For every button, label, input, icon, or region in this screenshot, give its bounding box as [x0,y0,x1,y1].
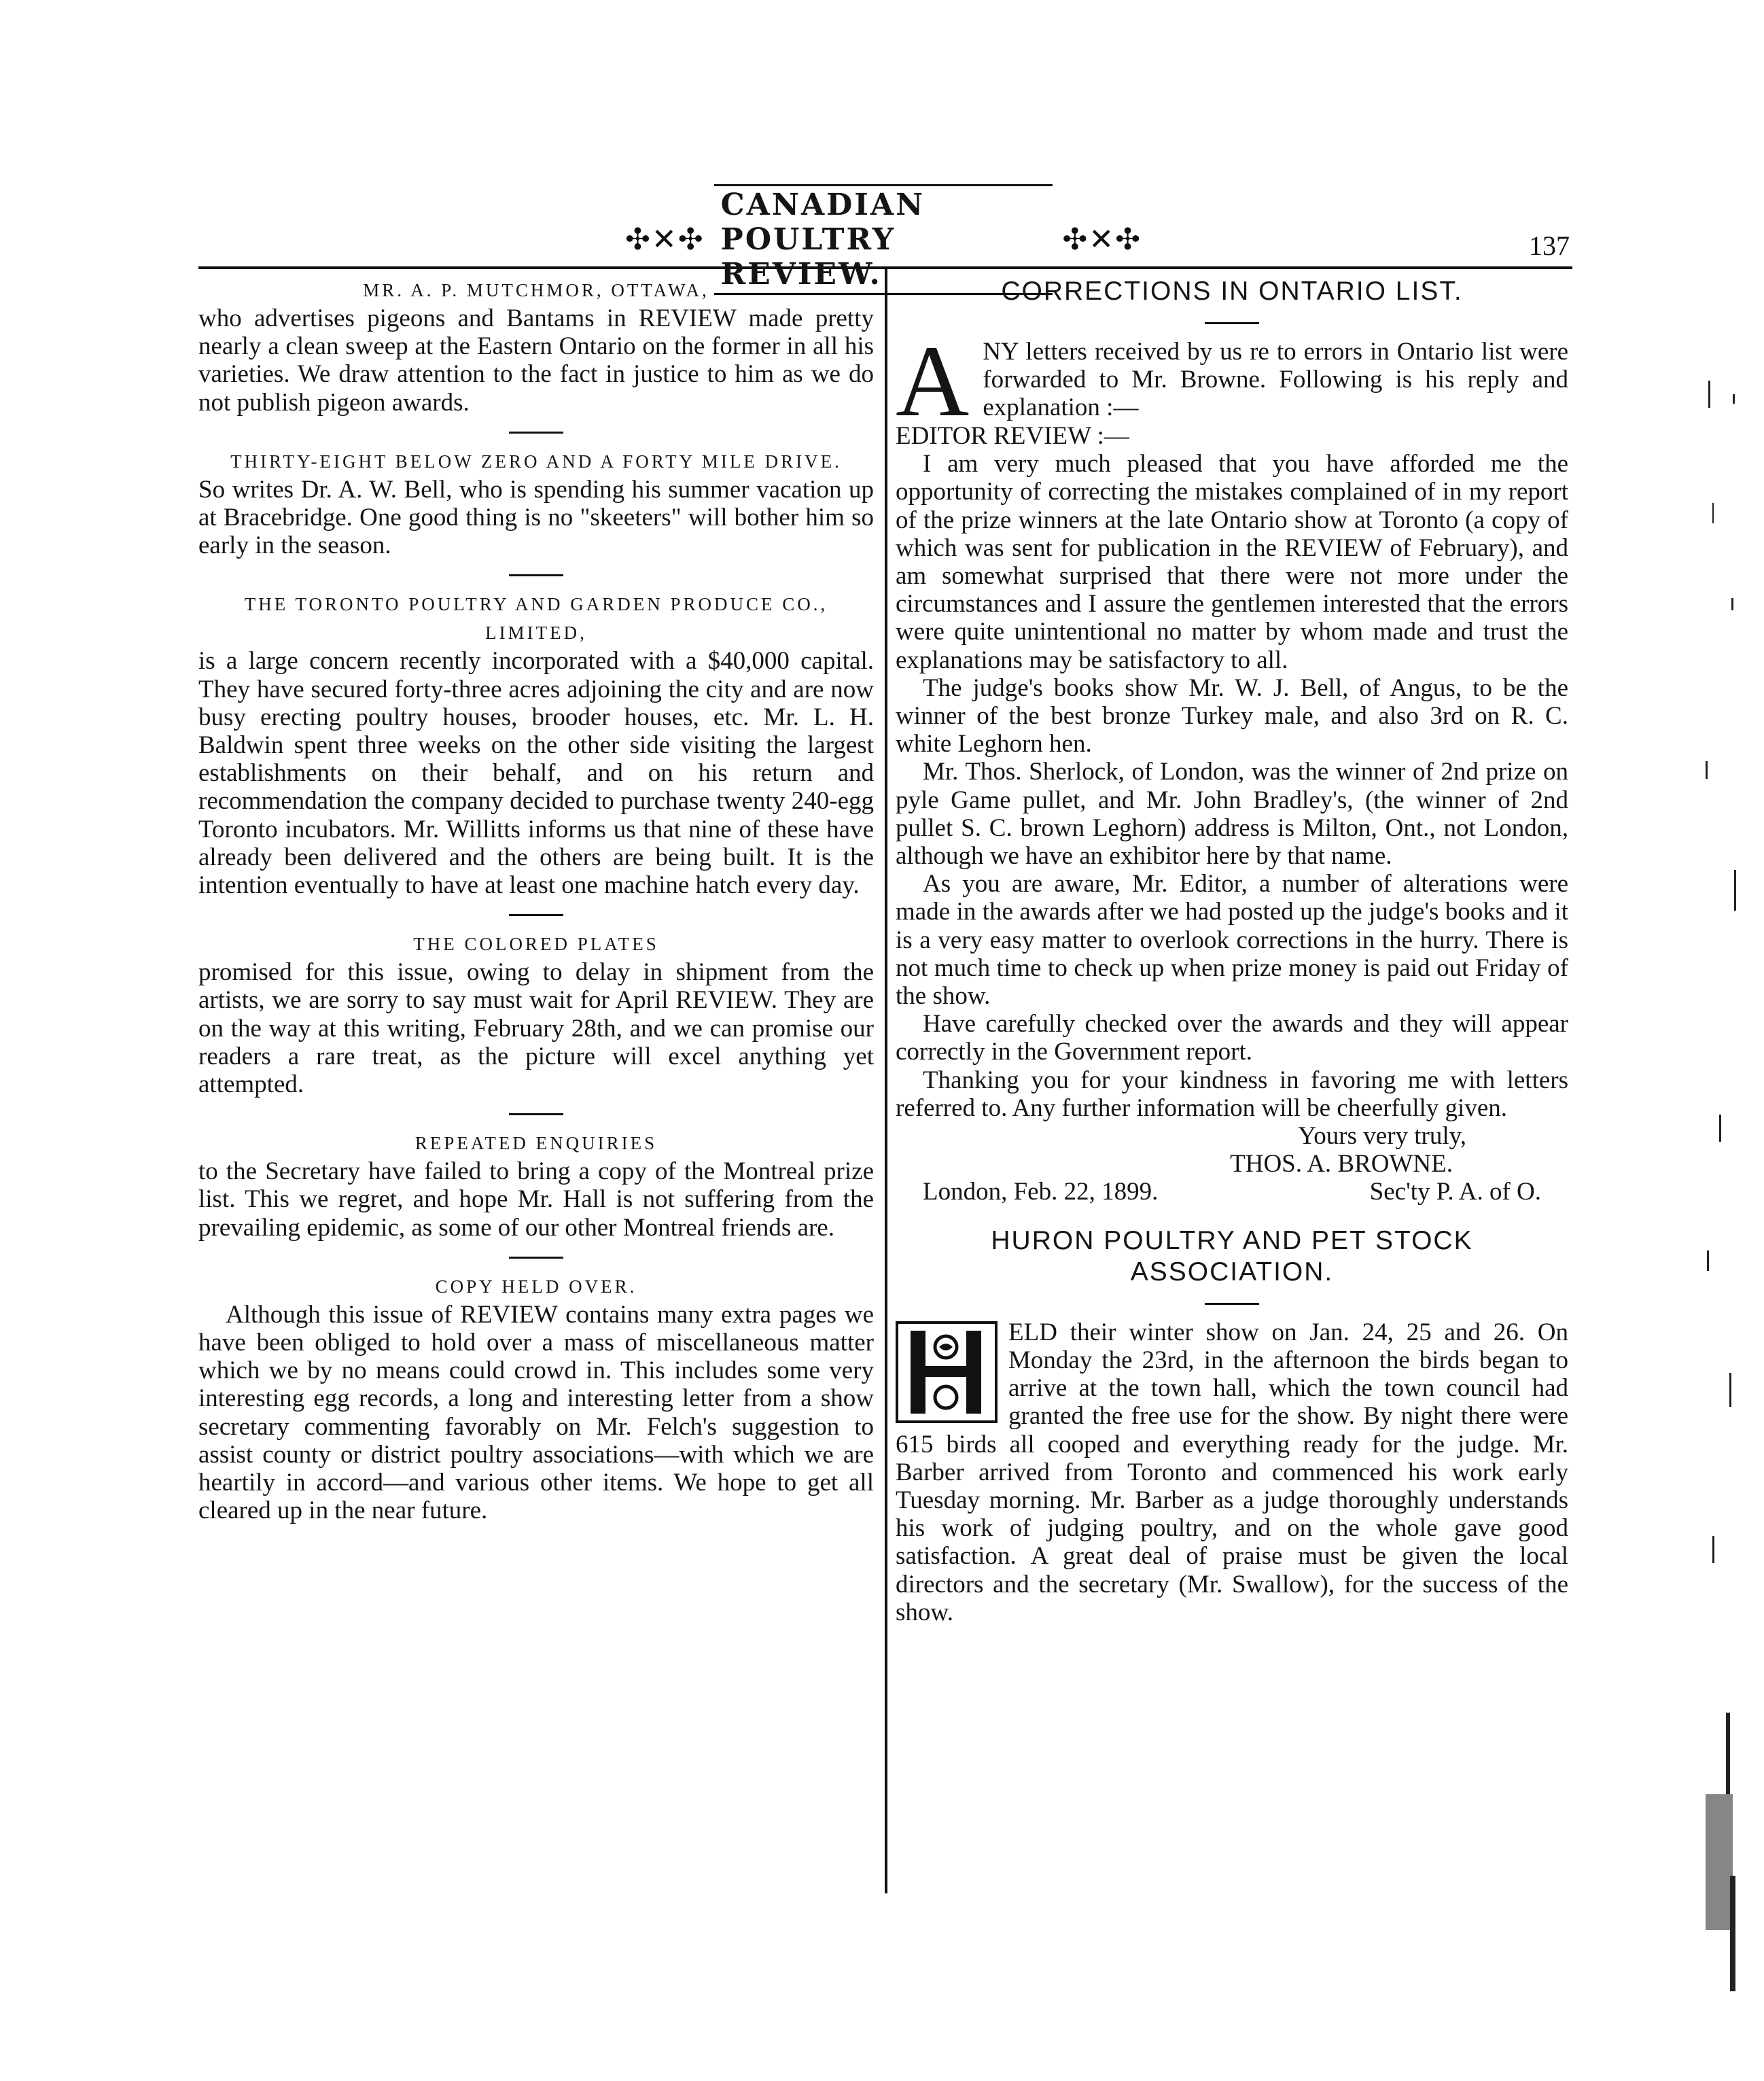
left-column [198,276,874,1525]
letter-paragraph: The judge's books show Mr. W. J. Bell, of Angus, to be the winner of the best bronze Turkey male, and also 3rd on R. C. white Leghorn hen. [896,674,1568,758]
section-rule [509,432,563,434]
article-body: ELD their winter show on Jan. 24, 25 and 26. On Monday the 23rd, in the afternoon the birds began to arrive at the town hall, which the town council had granted the free use for the show. By night there were 615 birds all cooped and everything ready for the judge. Mr. Barber arrived from Toronto and commenced his work early Tuesday morning. Mr. Barber as a judge thoroughly understands his work of judging poultry, and on the whole gave good satisfaction. A great deal of praise must be given the local directors and the secretary (Mr. Swallow), for the success of the show. [896,1318,1568,1626]
section-rule [1205,322,1259,324]
ornament-left: ✣✕✣ [625,222,705,257]
article-body: to the Secretary have failed to bring a copy of the Montreal prize list. This we regret, and hope Mr. Hall is not suffering from the prevailing epidemic, as some of our other Montreal friends are. [198,1157,874,1242]
article-body: who advertises pigeons and Bantams in REVIEW made pretty nearly a clean sweep at the Eastern Ontario on the former in all his varieties. We draw attention to the fact in justice to him as we do not publish pigeon awards. [198,304,874,417]
letter-paragraph: Thanking you for your kindness in favoring me with letters referred to. Any further information will be cheerfully given. [896,1066,1568,1122]
scan-edge-artifacts [1692,381,1746,1998]
right-column [896,276,1568,1626]
masthead [625,187,1142,292]
page-number: 137 [1529,230,1570,261]
article-heading: THE COLORED PLATES [413,934,659,955]
ornament-right: ✣✕✣ [1062,222,1142,257]
article-body: is a large concern recently incorporated with a $40,000 capital. They have secured forty-three acres adjoining the city and are now busy erecting poultry houses, brooder houses, etc. Mr. L. H. Baldwin spent three weeks on the other side visiting the largest establishments on their behalf, and on his return and recommendation the company decided to purchase twenty 240-egg Toronto incubators. Mr. Willitts informs us that nine of these have already been delivered and the others are being built. It is the intention eventually to have at least one machine hatch every day. [198,647,874,900]
ornamental-h-icon [898,1324,995,1420]
article-heading: REPEATED ENQUIRIES [414,1133,658,1154]
article-heading-line2: ASSOCIATION. [1130,1257,1334,1287]
section-rule [509,1113,563,1115]
letter-paragraph: As you are aware, Mr. Editor, a number of alterations were made in the awards after we had posted up the judge's books and it is a very easy matter to overlook corrections in the hurry. There is not much time to check up when prize money is paid out Friday of the show. [896,870,1568,1011]
drop-cap-letter: A [896,325,970,438]
article-body: promised for this issue, owing to delay in shipment from the artists, we are sorry to say must wait for April REVIEW. They are on the way at this writing, February 28th, and we can promise our readers a rare treat, as the picture will excel anything yet attempted. [198,958,874,1099]
letter-paragraph: I am very much pleased that you have afforded me the opportunity of correcting the mistakes complained of in my report of the prize winners at the late Ontario show at Toronto (a copy of which was sent for publication in the REVIEW of February), and am somewhat surprised that there were not more under the circumstances and I assure the gentlemen interested that the errors were quite unintentional no matter by whom made and trust the explanations may be satisfactory to all. [896,450,1568,674]
section-rule [509,1257,563,1259]
article-heading: THIRTY-EIGHT BELOW ZERO AND A FORTY MILE DRIVE. [230,451,842,472]
letter-closing: Yours very truly, [1298,1122,1466,1151]
article-body: Although this issue of REVIEW contains many extra pages we have been obliged to hold over a mass of miscellaneous matter which we by no means could crowd in. This includes some very interesting egg records, a long and interesting letter from a show secretary commenting favorably on Mr. Felch's suggestion to assist county or district poultry associations—with which we are heartily in accord—and various other items. We hope to get all cleared up in the near future. [198,1300,874,1525]
article-heading: CORRECTIONS IN ONTARIO LIST. [1001,277,1463,306]
huron-article [896,1318,1568,1626]
salutation: EDITOR REVIEW :— [896,422,1129,450]
article-heading: HURON POULTRY AND PET STOCK [991,1225,1473,1255]
ornamental-drop-cap [896,1321,998,1423]
section-rule [1205,1303,1259,1305]
article-body: So writes Dr. A. W. Bell, who is spending his summer vacation up at Bracebridge. One good thing is no "skeeters" will bother him so early in the season. [198,475,874,560]
dateline-place-date: London, Feb. 22, 1899. [923,1178,1159,1206]
section-rule [509,914,563,916]
letter-intro-text: NY letters received by us re to errors in Ontario list were forwarded to Mr. Browne. Following is his reply and explanation :— [983,338,1568,422]
dateline-title: Sec'ty P. A. of O. [1369,1178,1541,1206]
article-heading: MR. A. P. MUTCHMOR, OTTAWA, [363,280,709,300]
column-divider [885,269,887,1893]
article-heading: COPY HELD OVER. [435,1276,637,1297]
letter-paragraph: Have carefully checked over the awards and they will appear correctly in the Government report. [896,1010,1568,1066]
article-heading: THE TORONTO POULTRY AND GARDEN PRODUCE CO., LIMITED, [244,594,828,644]
section-rule [509,574,563,576]
masthead-title: CANADIAN POULTRY REVIEW. [714,184,1053,295]
letter-paragraph: Mr. Thos. Sherlock, of London, was the winner of 2nd prize on pyle Game pullet, and Mr. John Bradley's, (the winner of 2nd pullet S. C. brown Leghorn) address is Milton, Ont., not London, although we have an exhibitor here by that name. [896,758,1568,871]
letter-signature: THOS. A. BROWNE. [1230,1150,1453,1178]
letter-dateline [896,1178,1568,1206]
